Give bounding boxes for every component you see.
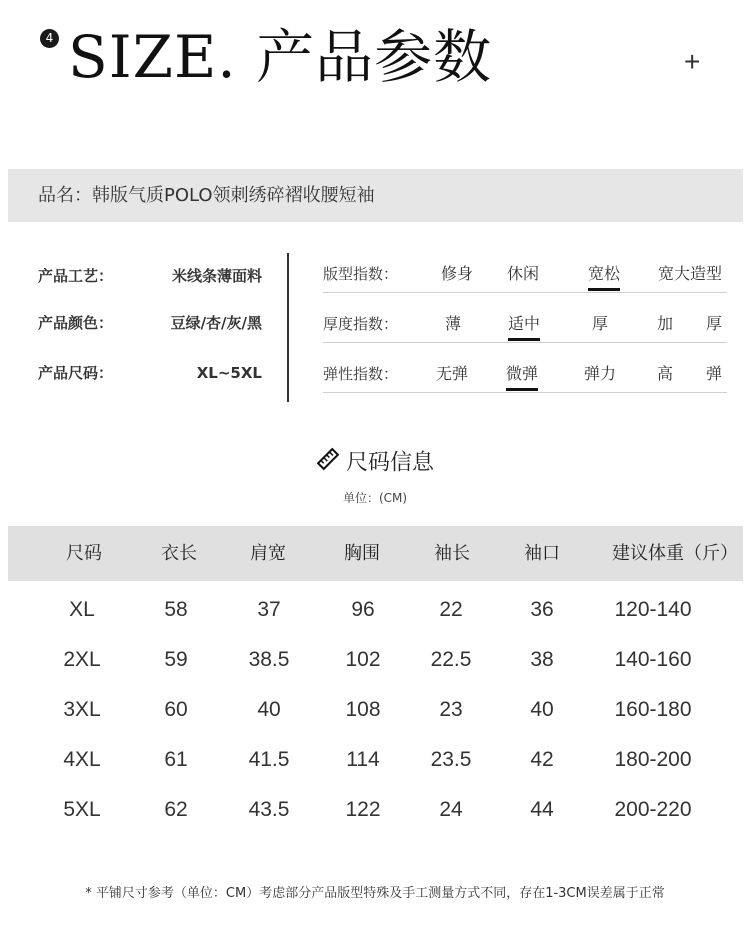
table-row <box>8 685 743 735</box>
table-row <box>8 735 743 785</box>
index-option-selected: 适中 <box>507 314 541 333</box>
index-option: 加 <box>656 314 674 333</box>
table-header-cell: 袖口 <box>524 543 560 564</box>
table-cell: 58 <box>164 598 188 621</box>
table-cell: 122 <box>345 798 381 821</box>
table-cell: 59 <box>164 648 188 671</box>
table-row <box>8 785 743 835</box>
table-cell: 36 <box>530 598 554 621</box>
table-cell: 37 <box>257 598 281 621</box>
index-option: 厚 <box>591 314 609 333</box>
table-cell: 114 <box>346 748 380 771</box>
index-option: 弹力 <box>583 364 617 383</box>
table-cell: 38.5 <box>248 648 290 671</box>
index-option-selected: 微弹 <box>505 364 539 383</box>
table-cell: XL <box>69 598 95 621</box>
table-cell: 160-180 <box>614 698 692 721</box>
ruler-icon <box>316 447 340 480</box>
index-option: 厚 <box>705 314 723 333</box>
table-cell: 2XL <box>63 648 101 671</box>
table-cell: 38 <box>530 648 554 671</box>
table-cell: 3XL <box>63 698 101 721</box>
table-cell: 102 <box>345 648 381 671</box>
spec-row-size <box>38 361 262 385</box>
spec-value: 米线条薄面料 <box>171 267 262 285</box>
table-cell: 42 <box>530 748 554 771</box>
table-cell: 23 <box>439 698 463 721</box>
product-name-bar <box>8 169 743 222</box>
table-cell: 60 <box>164 698 188 721</box>
measurement-footnote: * 平铺尺寸参考（单位：CM）考虑部分产品版型特殊及手工测量方式不同，存在1-3CM误差属于正常 <box>85 886 665 901</box>
index-option: 修身 <box>440 264 474 283</box>
table-cell: 22.5 <box>430 648 472 671</box>
table-header-cell: 胸围 <box>344 543 380 564</box>
table-header-cell: 肩宽 <box>250 543 286 564</box>
index-option: 薄 <box>444 314 462 333</box>
step-number-badge: 4 <box>40 29 59 48</box>
size-chart-heading <box>0 447 750 480</box>
table-cell: 61 <box>164 748 188 771</box>
table-header-cell: 建议体重（斤） <box>612 543 738 564</box>
index-option: 弹 <box>705 364 723 383</box>
vertical-divider <box>287 253 289 402</box>
table-cell: 23.5 <box>430 748 472 771</box>
spec-row-color <box>38 311 262 335</box>
table-cell: 4XL <box>63 748 101 771</box>
fit-index-row <box>323 253 727 293</box>
thickness-index-row <box>323 303 727 343</box>
table-header-cell: 袖长 <box>434 543 470 564</box>
table-header-cell: 尺码 <box>66 543 102 564</box>
table-cell: 180-200 <box>614 748 692 771</box>
index-option-selected: 宽松 <box>587 264 621 283</box>
unit-label: 单位：(CM) <box>342 491 408 505</box>
table-cell: 120-140 <box>614 598 692 621</box>
table-cell: 41.5 <box>248 748 290 771</box>
index-label: 版型指数： <box>323 265 399 283</box>
index-label: 厚度指数： <box>323 315 399 333</box>
table-cell: 108 <box>345 698 381 721</box>
index-option: 宽大造型 <box>657 264 723 283</box>
page-title: SIZE. 产品参数 <box>68 23 493 91</box>
table-cell: 5XL <box>63 798 101 821</box>
table-cell: 22 <box>439 598 463 621</box>
table-row <box>8 635 743 685</box>
spec-label: 产品颜色： <box>38 314 114 332</box>
plus-icon[interactable]: + <box>684 46 701 77</box>
spec-value: 豆绿/杏/灰/黑 <box>170 314 262 332</box>
table-cell: 44 <box>530 798 554 821</box>
index-option: 休闲 <box>506 264 540 283</box>
table-cell: 62 <box>164 798 188 821</box>
table-row <box>8 585 743 635</box>
spec-value: XL~5XL <box>196 364 262 382</box>
table-cell: 140-160 <box>614 648 692 671</box>
table-cell: 43.5 <box>248 798 290 821</box>
size-table-header <box>8 526 743 581</box>
index-option: 高 <box>656 364 674 383</box>
index-label: 弹性指数： <box>323 365 399 383</box>
table-cell: 40 <box>530 698 554 721</box>
table-header-cell: 衣长 <box>161 543 197 564</box>
table-cell: 24 <box>439 798 463 821</box>
table-cell: 200-220 <box>614 798 692 821</box>
table-cell: 96 <box>351 598 375 621</box>
spec-row-craft <box>38 264 262 288</box>
elasticity-index-row <box>323 353 727 393</box>
spec-label: 产品工艺： <box>38 267 114 285</box>
size-chart-title: 尺码信息 <box>345 450 434 476</box>
product-name: 品名：韩版气质POLO领刺绣碎褶收腰短袖 <box>38 185 375 206</box>
spec-label: 产品尺码： <box>38 364 114 382</box>
index-option: 无弹 <box>435 364 469 383</box>
table-cell: 40 <box>257 698 281 721</box>
